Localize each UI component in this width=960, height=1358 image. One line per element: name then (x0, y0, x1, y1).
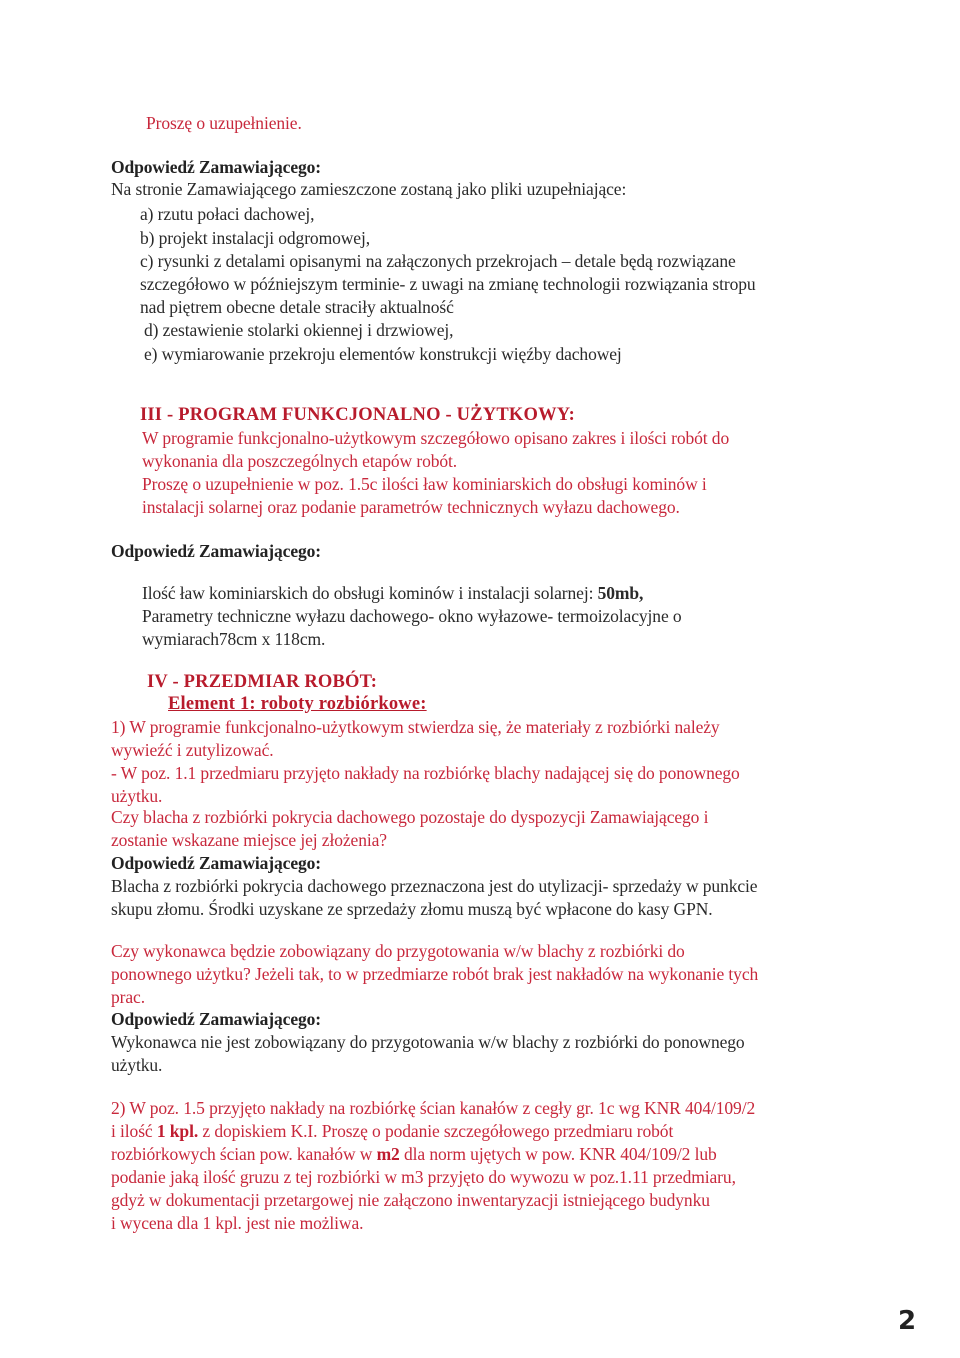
section-heading-iii: III - PROGRAM FUNKCJONALNO - UŻYTKOWY: (140, 405, 575, 425)
list-item-b: b) projekt instalacji odgromowej, (140, 228, 370, 248)
question-text: 1) W programie funkcjonalno-użytkowym stwierdza się, że materiały z rozbiórki należy (111, 717, 720, 737)
question-text-part: dla norm ujętych w pow. KNR 404/109/2 lub (399, 1144, 717, 1164)
question-text: podanie jaką ilość gruzu z tej rozbiórki w m3 przyjęto do wywozu w poz.1.11 przedmiaru, (111, 1167, 736, 1187)
question-text: Czy blacha z rozbiórki pokrycia dachowego pozostaje do dyspozycji Zamawiającego i (111, 807, 709, 827)
question-text: użytku. (111, 786, 163, 806)
answer-text: Parametry techniczne wyłazu dachowego- okno wyłazowe- termoizolacyjne o (142, 606, 682, 626)
request-line: Proszę o uzupełnienie. (146, 113, 302, 133)
question-text: i wycena dla 1 kpl. jest nie możliwa. (111, 1213, 364, 1233)
question-text-part: z dopiskiem K.I. Proszę o podanie szczegółowego przedmiaru robót (198, 1121, 674, 1141)
answer-text: użytku. (111, 1055, 163, 1075)
question-text: gdyż w dokumentacji przetargowej nie załączono inwentaryzacji istniejącego budynku (111, 1190, 710, 1210)
question-text: ponownego użytku? Jeżeli tak, to w przedmiarze robót brak jest nakładów na wykonanie tych (111, 964, 759, 984)
question-text: Czy wykonawca będzie zobowiązany do przygotowania w/w blachy z rozbiórki do (111, 941, 685, 961)
question-text (111, 1143, 717, 1165)
page-number: 2 (898, 1306, 917, 1336)
section-heading-iv: IV - PRZEDMIAR ROBÓT: (147, 672, 378, 692)
question-text: prac. (111, 987, 145, 1007)
list-item-c: c) rysunki z detalami opisanymi na załączonych przekrojach – detale będą rozwiązane (140, 251, 736, 271)
question-text: wykonania dla poszczególnych etapów robót. (142, 451, 458, 471)
question-text: 2) W poz. 1.5 przyjęto nakłady na rozbiórkę ścian kanałów z cegły gr. 1c wg KNR 404/109/2 (111, 1098, 756, 1118)
answer-text: Blacha z rozbiórki pokrycia dachowego przeznaczona jest do utylizacji- sprzedaży w punkcie (111, 876, 758, 896)
question-text: W programie funkcjonalno-użytkowym szczegółowo opisano zakres i ilości robót do (142, 428, 730, 448)
answer-text: wymiarach78cm x 118cm. (142, 629, 326, 649)
question-text: instalacji solarnej oraz podanie parametrów technicznych wyłazu dachowego. (142, 497, 680, 517)
list-item-c-cont: nad piętrem obecne detale straciły aktualność (140, 297, 454, 317)
list-item-e: e) wymiarowanie przekroju elementów konstrukcji więźby dachowej (144, 344, 622, 364)
list-item-d: d) zestawienie stolarki okiennej i drzwiowej, (144, 320, 454, 340)
answer-text-part: Ilość ław kominiarskich do obsługi kominów i instalacji solarnej: (142, 583, 598, 603)
answer-text: skupu złomu. Środki uzyskane ze sprzedaży złomu muszą być wpłacone do kasy GPN. (111, 899, 713, 919)
question-value: m2 (376, 1144, 400, 1164)
question-text-part: rozbiórkowych ścian pow. kanałów w (111, 1144, 377, 1164)
list-item-c-cont: szczegółowo w późniejszym terminie- z uwagi na zmianę technologii rozwiązania stropu (140, 274, 756, 294)
answer-heading: Odpowiedź Zamawiającego: (111, 1009, 322, 1029)
list-item-a: a) rzutu połaci dachowej, (140, 204, 315, 224)
question-text: wywieźć i zutylizować. (111, 740, 274, 760)
answer-text: Wykonawca nie jest zobowiązany do przygotowania w/w blachy z rozbiórki do ponownego (111, 1032, 745, 1052)
answer-heading: Odpowiedź Zamawiającego: (111, 541, 322, 561)
question-text: Proszę o uzupełnienie w poz. 1.5c ilości ław kominiarskich do obsługi kominów i (142, 474, 707, 494)
question-value: 1 kpl. (156, 1121, 199, 1141)
question-text-part: i ilość (111, 1121, 157, 1141)
answer-heading: Odpowiedź Zamawiającego: (111, 853, 322, 873)
question-text: - W poz. 1.1 przedmiaru przyjęto nakłady na rozbiórkę blachy nadającej się do ponownego (111, 763, 740, 783)
answer-text (142, 582, 643, 604)
element-heading: Element 1: roboty rozbiórkowe: (168, 694, 427, 714)
question-text: zostanie wskazane miejsce jej złożenia? (111, 830, 387, 850)
answer-value: 50mb, (597, 583, 644, 603)
answer-heading: Odpowiedź Zamawiającego: (111, 157, 322, 177)
answer-text: Na stronie Zamawiającego zamieszczone zostaną jako pliki uzupełniające: (111, 179, 627, 199)
question-text (111, 1120, 673, 1142)
